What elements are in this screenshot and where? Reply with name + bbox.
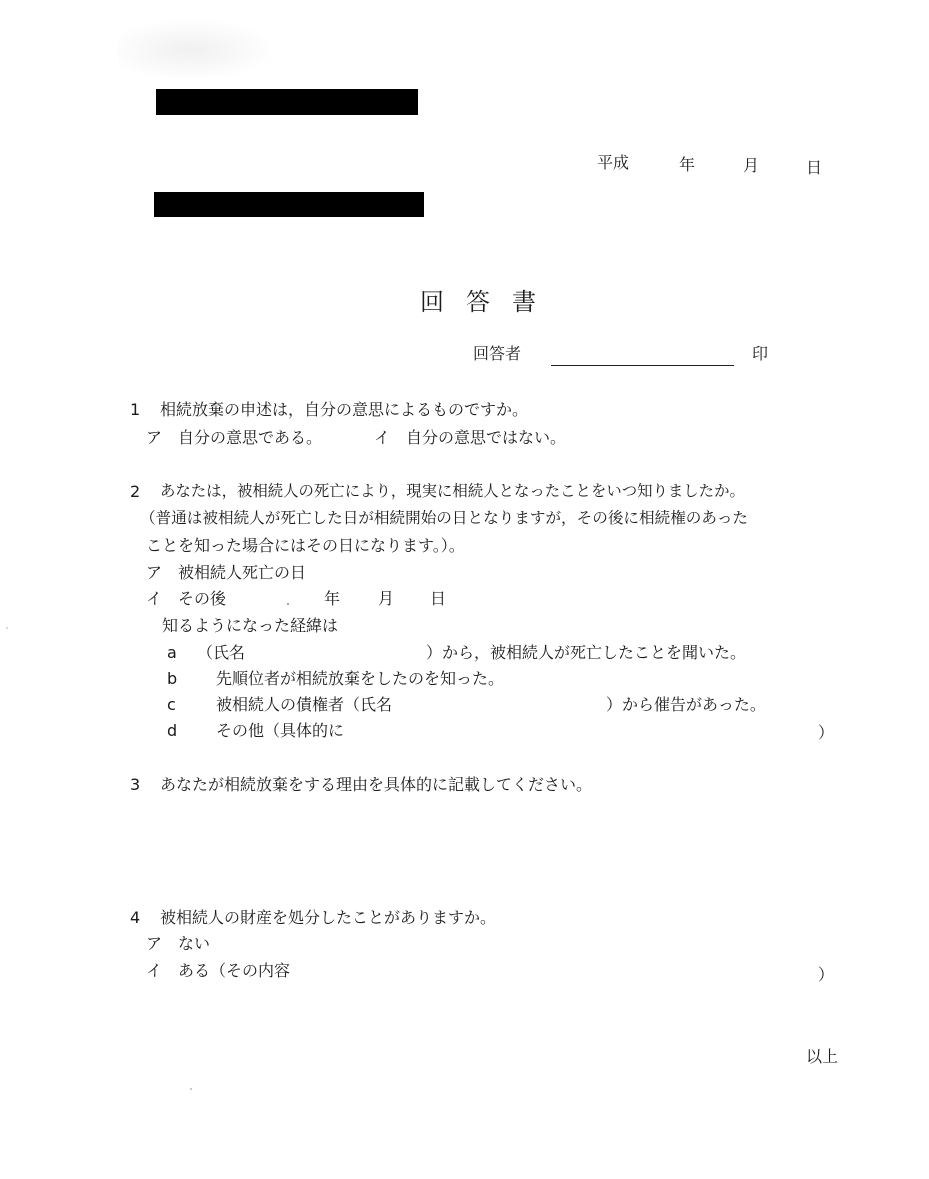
q2-note-line1: （普通は被相続人が死亡した日が相続開始の日となりますが，その後に相続権のあった (140, 509, 749, 527)
respondent-label: 回答者 (473, 344, 522, 363)
scan-speck (287, 603, 289, 605)
q2-item-a-text2: ）から，被相続人が死亡したことを聞いた。 (426, 643, 747, 662)
q3-question: あなたが相続放棄をする理由を具体的に記載してください。 (160, 775, 593, 794)
q4-number: 4 (130, 908, 141, 927)
q2-item-d-text1: その他（具体的に (216, 721, 345, 740)
q2-option-b: イ その後 (146, 589, 227, 608)
scan-smudge (118, 18, 278, 76)
q2-item-d-letter: d (167, 721, 178, 740)
date-era: 平成 (597, 153, 630, 172)
q2-item-c-letter: c (167, 695, 176, 714)
q2-number: 2 (130, 482, 141, 501)
q2-item-b-text: 先順位者が相続放棄をしたのを知った。 (216, 669, 505, 688)
q2-item-c-text1: 被相続人の債権者（氏名 (216, 695, 393, 714)
date-year: 年 (679, 155, 696, 174)
q2-item-a-text1: （氏名 (197, 643, 246, 662)
q2-item-b-letter: b (167, 669, 178, 688)
q1-option-a: ア 自分の意思である。 (146, 428, 323, 447)
redacted-addressee (156, 89, 418, 115)
redacted-sender (154, 192, 424, 217)
seal-mark: 印 (752, 344, 769, 363)
q2-question: あなたは，被相続人の死亡により，現実に相続人となったことをいつ知りましたか。 (160, 482, 745, 500)
q1-option-b: イ 自分の意思ではない。 (374, 428, 567, 447)
q2-option-b-month: 月 (378, 589, 395, 608)
q2-item-d-close: ） (818, 723, 835, 742)
q2-option-b-year: 年 (324, 589, 341, 608)
date-month: 月 (743, 156, 760, 175)
q2-note-line2: ことを知った場合にはその日になります。）。 (146, 536, 465, 555)
q2-circumstances-label: 知るようになった経緯は (162, 616, 339, 635)
q1-number: 1 (130, 400, 141, 419)
q2-item-c-text2: ）から催告があった。 (606, 695, 766, 714)
q4-option-b: イ ある（その内容 (146, 961, 291, 980)
page-title: 回答書 (420, 288, 558, 316)
q2-item-a-letter: a (167, 643, 177, 662)
q1-question: 相続放棄の申述は，自分の意思によるものですか。 (160, 400, 529, 419)
q4-question: 被相続人の財産を処分したことがありますか。 (160, 908, 497, 927)
q2-option-b-day: 日 (430, 589, 447, 608)
scan-speck (6, 627, 8, 629)
scan-speck (190, 1088, 192, 1090)
signature-line (551, 365, 734, 366)
date-day: 日 (806, 158, 823, 177)
q4-option-a: ア ない (146, 934, 211, 953)
q2-option-a: ア 被相続人死亡の日 (146, 563, 307, 582)
q4-option-b-close: ） (818, 965, 835, 984)
closing-text: 以上 (806, 1047, 839, 1066)
q3-number: 3 (130, 775, 141, 794)
